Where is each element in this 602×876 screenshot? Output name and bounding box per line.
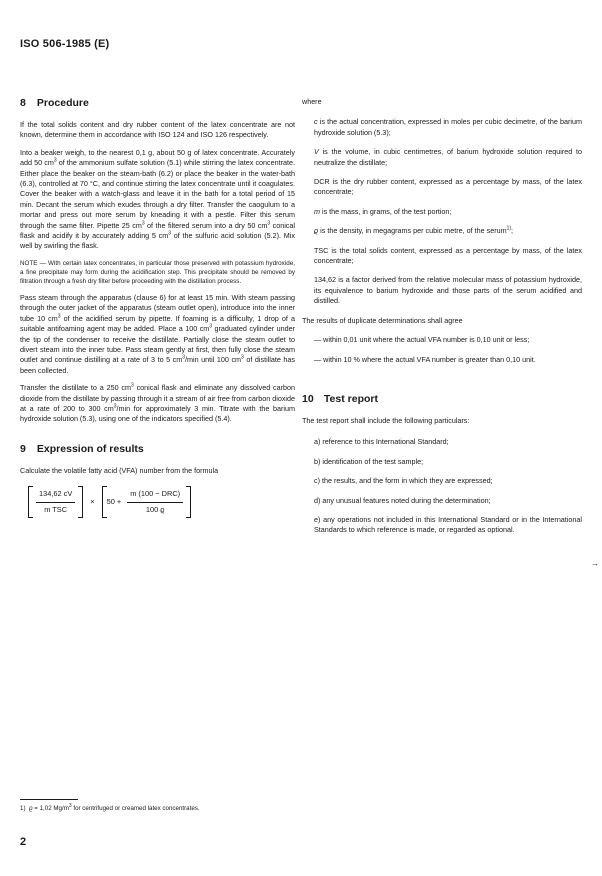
left-column	[20, 97, 295, 532]
formula-fraction-2: $\frac{\text{m (100 − DRC)}}{100 ϱ}$	[127, 489, 183, 515]
formula-times: ×	[90, 496, 95, 506]
agreement-1: — within 0,01 unit where the actual VFA number is 0,10 unit or less;	[314, 335, 530, 345]
section-8-paragraph-4: Transfer the distillate to a 250 $cm^3$ conical flask and eliminate any dissolved carbon dioxide from the distillate by passing through it a stream of air free from carbon dioxide at a rate of 200 to 300 $cm^3/\min$ for approximately 3 min. Titrate with the barium hydroxide solution (5.3), using one of the indicators specified (5.4).	[20, 382, 295, 424]
section-8-paragraph-3: Pass steam through the apparatus (clause 6) for at least 15 min. With steam passing through the outer jacket of the apparatus (steam outlet open), introduce into the inner tube 10 $cm^3$ of the acidified serum by pipette. If foaming is a difficulty, 1 drop of a suitable antifoaming agent may be added. Place a 100 $cm^3$ graduated cylinder under the tip of the condenser to receive the distillate. Partially close the steam outlet to divert steam into the inner tube. Pass steam gently at first, then fully close the steam outlet and continue distilling at a rate of 3 to 5 $cm^3/\min$ until 100 $cm^3$ of distillate has been collected.	[20, 292, 296, 375]
footnote-divider	[20, 799, 78, 800]
vfa-formula	[28, 486, 295, 518]
footnote: 1) ϱ = 1,02 $Mg/m^3$ for centrifuged or creamed latex concentrates.	[20, 802, 200, 812]
section-8-note: NOTE — With certain latex concentrates, in particular those preserved with potassium hydroxide, a fine precipitate may form during the acidification step. This precipitate should be removed by filtration through a fresh dry filter before proceeding with the distillation process.	[20, 259, 295, 285]
definition-v: V is the volume, in cubic centimetres, of barium hydroxide solution required to neutralize the distillate;	[314, 147, 582, 167]
definition-m: m is the mass, in grams, of the test portion;	[314, 206, 452, 216]
formula-left-bracket-group	[28, 486, 83, 518]
formula-fraction-1: $\frac{134,62 cV}{\text{m TSC}}$	[36, 489, 75, 515]
report-item-a: a) reference to this International Standard;	[314, 437, 449, 447]
report-item-d: d) any unusual features noted during the determination;	[314, 495, 491, 505]
definition-factor: 134,62 is a factor derived from the relative molecular mass of potassium hydroxide, its equivalence to barium hydroxide and those parts of the serum acidified and distilled.	[314, 275, 582, 306]
report-item-b: b) identification of the test sample;	[314, 456, 424, 466]
section-8-heading: 8 Procedure	[20, 97, 89, 109]
definition-c: c is the actual concentration, expressed in moles per cubic decimetre, of the barium hydroxide solution (5.3);	[314, 117, 582, 137]
section-9-heading: 9 Expression of results	[20, 442, 144, 455]
section-9-intro: Calculate the volatile fatty acid (VFA) number from the formula	[20, 465, 219, 475]
document-code: ISO 506-1985 (E)	[20, 38, 110, 50]
definition-dcr: DCR is the dry rubber content, expressed as a percentage by mass, of the latex concentrate;	[314, 177, 582, 197]
section-8-paragraph-1: If the total solids content and dry rubber content of the latex concentrate are not known, determine them in accordance with ISO 124 and ISO 126 respectively.	[20, 120, 295, 140]
duplicate-results: The results of duplicate determinations shall agree	[302, 315, 463, 325]
formula-right-bracket-group: 50 + $\frac{\text{m (100 − DRC)}}{100 ϱ}$	[102, 486, 192, 518]
page-number: 2	[20, 836, 27, 848]
report-item-e: e) any operations not included in this International Standard or in the International Standards to which reference is made, or regarded as optional.	[314, 514, 582, 535]
agreement-2: — within 10 % where the actual VFA number is greater than 0,10 unit.	[314, 354, 536, 364]
right-column	[302, 97, 582, 545]
report-item-c: c) the results, and the form in which they are expressed;	[314, 476, 493, 486]
definition-tsc: TSC is the total solids content, expressed as a percentage by mass, of the latex concentrate;	[314, 245, 582, 266]
definition-rho: ϱ is the density, in megagrams per cubic metre, of the serum$^{1)}$;	[314, 225, 514, 236]
section-10-heading: 10 Test report	[302, 392, 378, 405]
section-8-paragraph-2: Into a beaker weigh, to the nearest 0,1 g, about 50 g of latex concentrate. Accurately add 50 $cm^3$ of the ammonium sulfate solution (5.1) while stirring the latex concentrate. Either place the beaker on the steam-bath (6.2) or place the beaker in the water-bath (6.3), controlled at 70 °C, and continue stirring the latex concentrate until it coagulates. Cover the beaker with a watch-glass and leave it in the bath for a total period of 15 min. Decant the serum which exudes through a dry filter. Transfer the caogulum to a mortar and press out more serum by kneading it with a pestle. Filter this serum through the same filter. Pipette 25 $cm^3$ of the filtered serum into a dry 50 $cm^3$ conical flask and acidify it by accurately adding 5 $cm^3$ of the sulfuric acid solution (5.2). Mix well by swirling the flask.	[20, 147, 296, 251]
section-10-intro: The test report shall include the following particulars:	[302, 415, 470, 425]
margin-mark: →	[591, 559, 599, 568]
where-label: where	[302, 97, 322, 106]
